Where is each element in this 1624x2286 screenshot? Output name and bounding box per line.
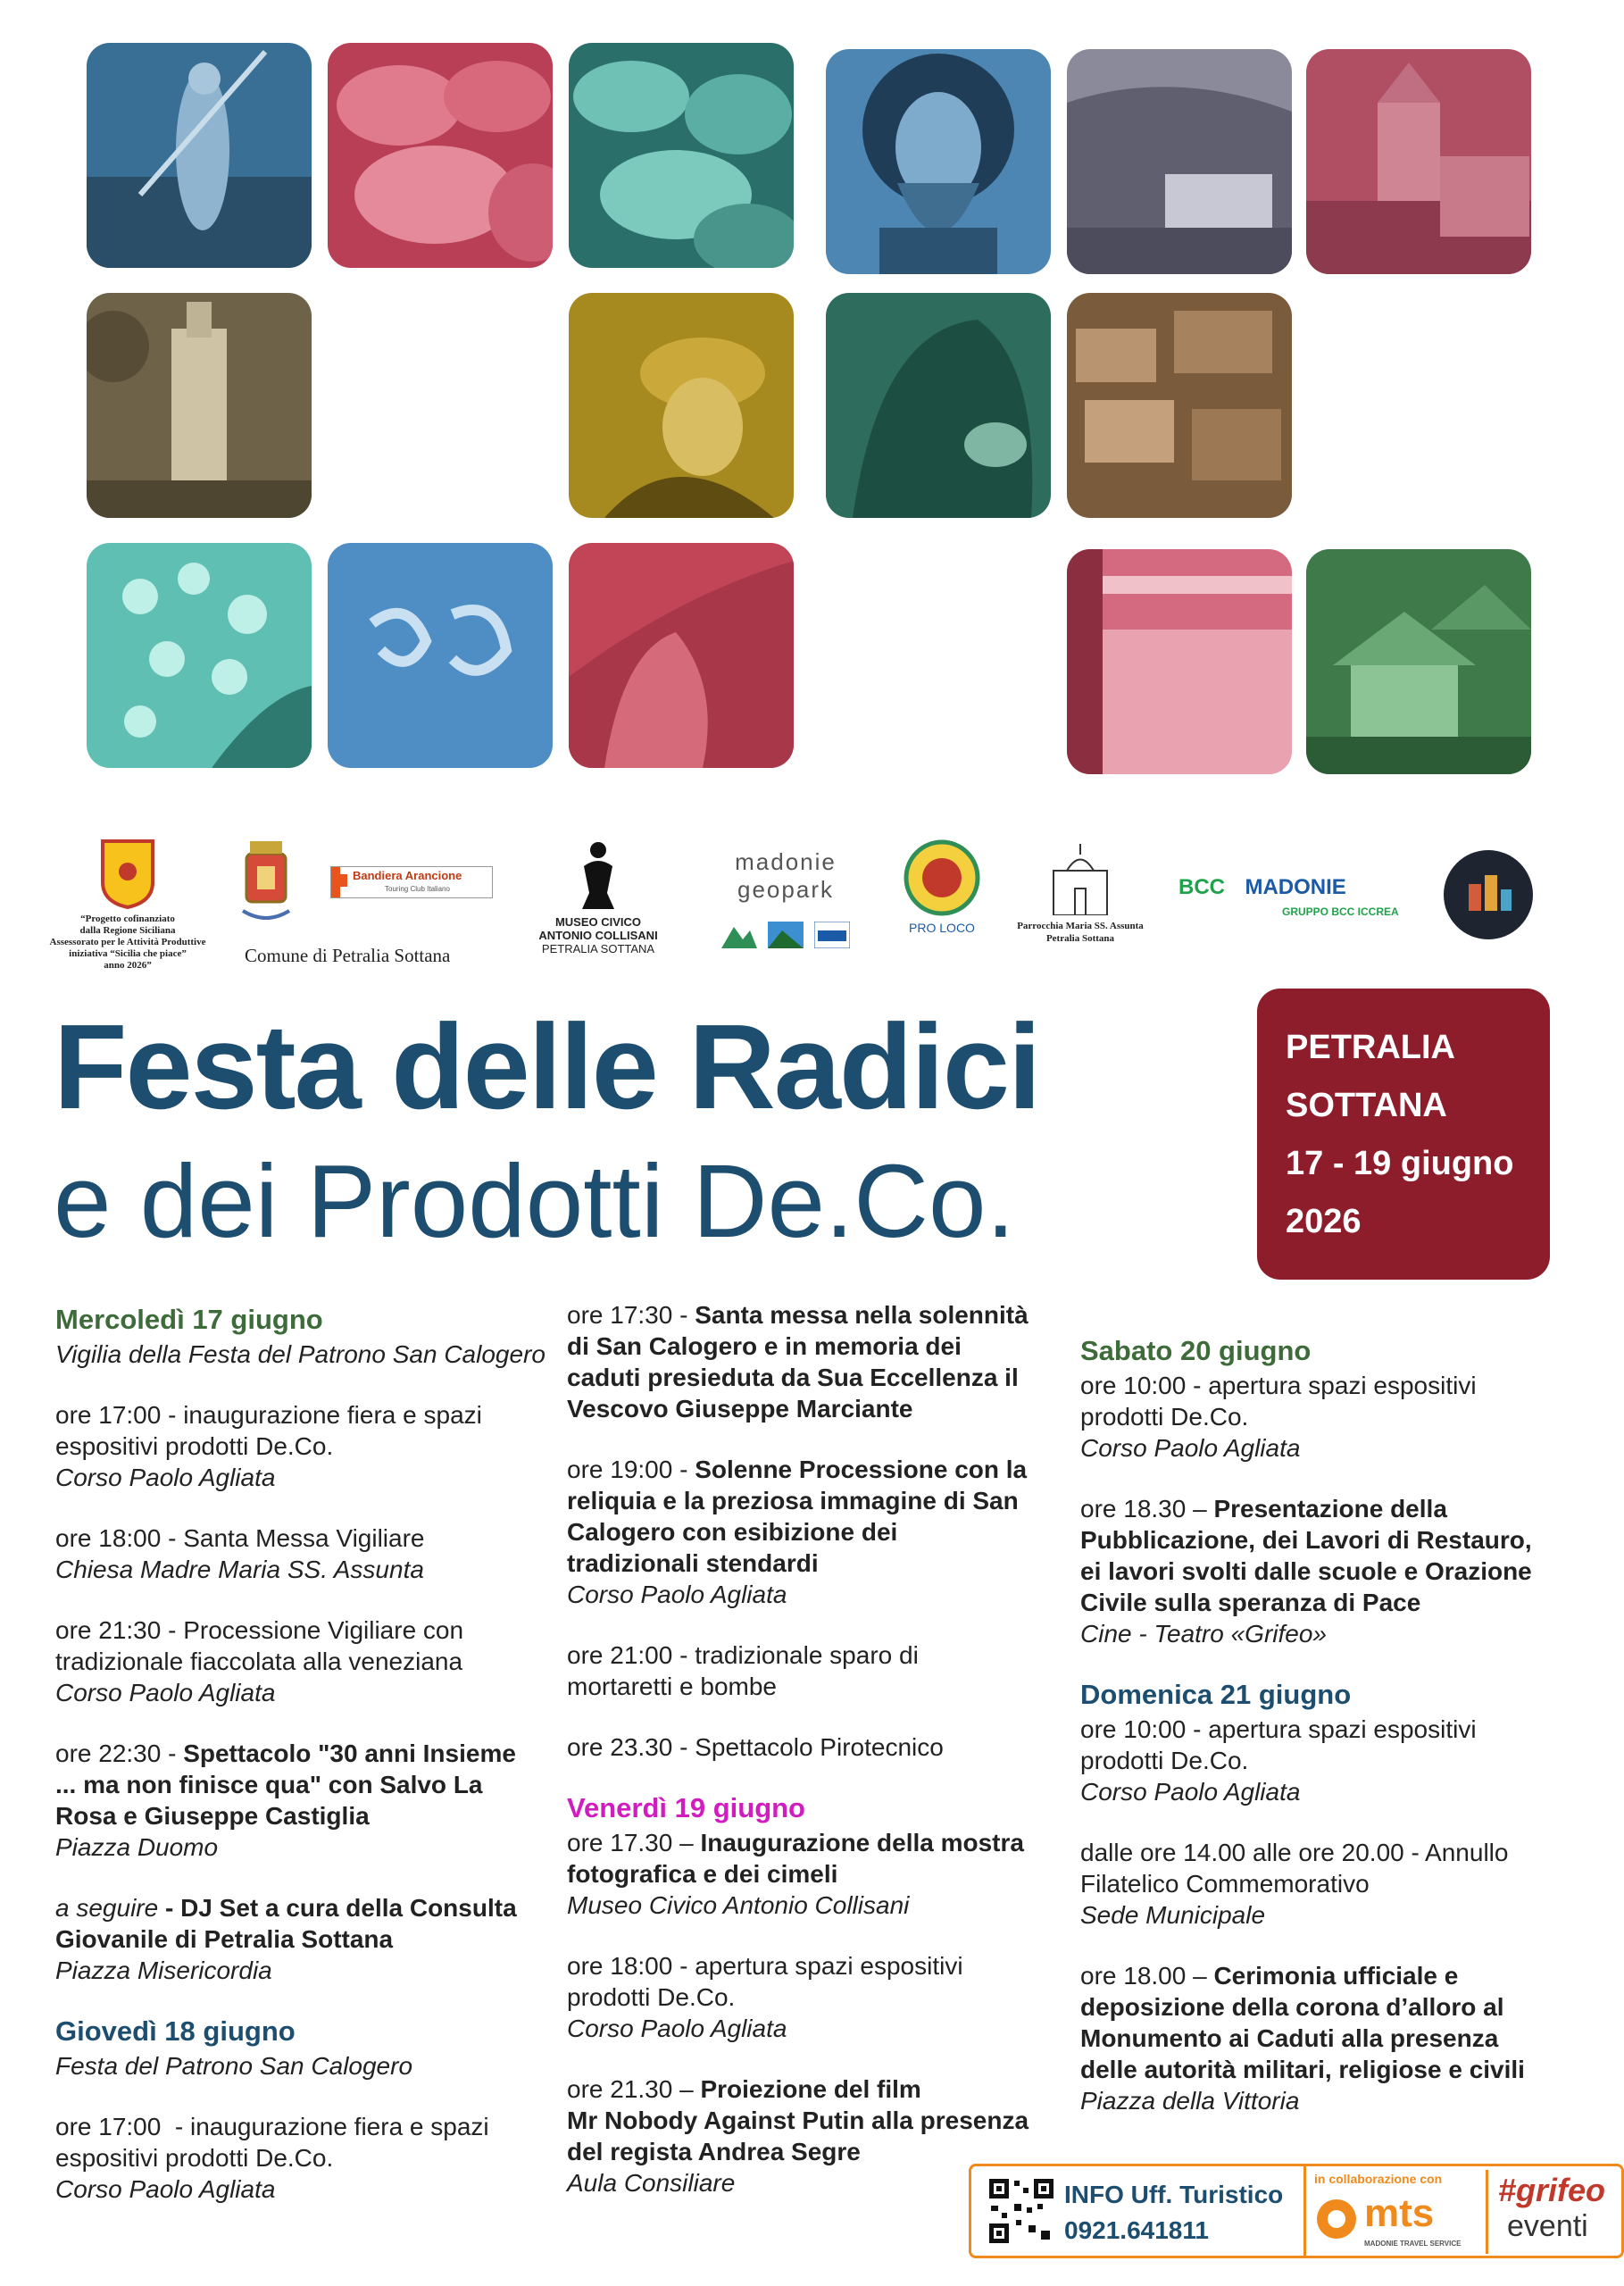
grifeo-tag: #grifeo [1498, 2172, 1606, 2208]
day-heading-saturday: Sabato 20 giugno [1080, 1335, 1312, 1366]
event-wed-1: ore 17:00 - inaugurazione fiera e spazi espositivi prodotti De.Co. Corso Paolo Agliata [55, 1401, 482, 1491]
bcc-mark: BCC [1178, 875, 1225, 899]
parrocchia-line-1: Parrocchia Maria SS. Assunta [1017, 921, 1144, 931]
museo-logo [522, 839, 674, 955]
event-wed-2: ore 18:00 - Santa Messa Vigiliare Chiesa Madre Maria SS. Assunta [55, 1524, 425, 1583]
museo-line-3: PETRALIA SOTTANA [541, 942, 655, 955]
parco-madonie-icon [721, 922, 757, 948]
comune-crest-icon [241, 839, 291, 929]
event-fri-3: ore 21.30 – Proiezione del film Mr Nobody Against Putin alla presenza del regista Andrea Segre Aula Consiliare [567, 2075, 1029, 2197]
mountain-icon [768, 922, 804, 948]
bcc-madonie-logo [1178, 875, 1420, 918]
mts-logo-text: mts [1364, 2191, 1435, 2235]
event-sat-1: ore 10:00 - apertura spazi espositivi prodotti De.Co. Corso Paolo Agliata [1080, 1372, 1477, 1462]
bandiera-label: Bandiera Arancione [353, 869, 462, 882]
regione-text-2: dalla Regione Siciliana [79, 925, 176, 936]
proloco-emblem-icon [904, 839, 980, 916]
photo-tile-statue-blue [87, 43, 312, 268]
proloco-label: PRO LOCO [909, 921, 975, 935]
info-phone[interactable]: 0921.641811 [1064, 2216, 1209, 2244]
photo-tile-roofs-green [1306, 549, 1531, 774]
consulta-logo [1439, 848, 1537, 946]
event-sat-2: ore 18.30 – Presentazione della Pubblicazione, dei Lavori di Restauro, ei lavori svolti dalle scuole e Orazione Civile sulla speranza di Pace Cine - Teatro «Grifeo» [1080, 1495, 1532, 1648]
event-fri-2: ore 18:00 - apertura spazi espositivi prodotti De.Co. Corso Paolo Agliata [567, 1952, 963, 2042]
consulta-emblem-icon [1442, 848, 1535, 941]
event-wed-5: a seguire - DJ Set a cura della Consulta Giovanile di Petralia Sottana Piazza Misericordia [55, 1894, 517, 1984]
regione-text-4: iniziativa “Sicilia che piace” [69, 948, 187, 959]
info-footer [969, 2164, 1624, 2258]
date-location-box [1257, 989, 1550, 1280]
event-thu-3: ore 19:00 - Solenne Processione con la reliquia e la preziosa immagine di San Calogero con esibizione dei tradizionali stendardi Corso Paolo Agliata [567, 1456, 1028, 1608]
event-thu-5: ore 23.30 - Spettacolo Pirotecnico [567, 1733, 944, 1761]
regione-text-1: “Progetto cofinanziato [80, 914, 175, 924]
photo-tile-saint-green [826, 293, 1051, 518]
comune-logo [241, 839, 509, 966]
regione-siciliana-logo [43, 838, 212, 972]
mts-sub: MADONIE TRAVEL SERVICE [1364, 2240, 1462, 2248]
geopark-name: madonie geopark [735, 848, 837, 903]
eventi-label: eventi [1507, 2209, 1588, 2243]
day-heading-thursday: Giovedì 18 giugno [55, 2015, 296, 2047]
photo-tile-painting-yellow [569, 293, 794, 518]
bandiera-arancione-badge [330, 866, 493, 898]
box-dates: 17 - 19 giugno [1286, 1145, 1514, 1182]
unesco-icon [814, 922, 850, 948]
box-city-line-1: PETRALIA [1286, 1029, 1455, 1066]
day-heading-friday: Venerdì 19 giugno [567, 1792, 805, 1823]
mts-sun-icon [1314, 2197, 1359, 2241]
day-heading-wednesday: Mercoledì 17 giugno [55, 1304, 323, 1335]
parrocchia-line-2: Petralia Sottana [1045, 933, 1115, 944]
event-wed-4: ore 22:30 - Spettacolo "30 anni Insieme ... ma non finisce qua" con Salvo La Rosa e Giuseppe Castiglia Piazza Duomo [55, 1740, 516, 1861]
museo-figure-icon [571, 839, 625, 911]
program-column-3 [1080, 1335, 1616, 2146]
event-thu-4: ore 21:00 - tradizionale sparo di mortaretti e bombe [567, 1641, 919, 1700]
museo-line-2: ANTONIO COLLISANI [538, 929, 658, 942]
regione-text-5: anno 2026” [104, 960, 152, 971]
box-year: 2026 [1286, 1203, 1362, 1240]
photo-tile-town-brown [1067, 293, 1292, 518]
parrocchia-logo [1000, 844, 1161, 945]
photo-tile-fossil-blue [328, 543, 553, 768]
photo-tile-lace-teal [87, 543, 312, 768]
event-fri-1: ore 17.30 – Inaugurazione della mostra fotografica e dei cimeli Museo Civico Antonio Collisani [567, 1829, 1024, 1919]
thursday-subtitle: Festa del Patrono San Calogero [55, 2052, 413, 2080]
regione-text-3: Assessorato per le Attività Produttive [49, 937, 206, 947]
event-thu-2: ore 17:30 - Santa messa nella solennità di San Calogero e in memoria dei caduti presieduta da Sua Eccellenza il Vescovo Giuseppe Marciante [567, 1301, 1029, 1422]
day-heading-sunday: Domenica 21 giugno [1080, 1679, 1352, 1710]
box-city-line-2: SOTTANA [1286, 1087, 1447, 1124]
event-sun-2: dalle ore 14.00 alle ore 20.00 - Annullo Filatelico Commemorativo Sede Municipale [1080, 1839, 1509, 1929]
event-sun-3: ore 18.00 – Cerimonia ufficiale e deposizione della corona d’alloro al Monumento ai Caduti alla presenza delle autorità militari, religiose e civili Piazza della Vittoria [1080, 1962, 1525, 2115]
photo-tile-monument-sepia [87, 293, 312, 518]
museo-line-1: MUSEO CIVICO [554, 915, 642, 929]
comune-name: Comune di Petralia Sottana [245, 945, 451, 966]
proloco-logo [897, 839, 987, 935]
photo-tile-bread-teal [569, 43, 794, 268]
photo-tile-cloth-pink [1067, 549, 1292, 774]
geopark-logo [696, 848, 875, 948]
church-icon [1036, 844, 1125, 915]
photo-tile-church-red [1306, 49, 1531, 274]
photo-tile-bread-pink [328, 43, 553, 268]
photo-tile-saint-blue [826, 49, 1051, 274]
photo-tile-painting-red [569, 543, 794, 768]
program-column-2 [567, 1299, 1076, 2228]
qr-code-icon[interactable] [987, 2177, 1055, 2245]
footer-divider [1303, 2166, 1306, 2256]
wednesday-subtitle: Vigilia della Festa del Patrono San Calogero [55, 1340, 545, 1368]
trinacria-emblem-icon [99, 838, 156, 909]
photo-tile-landscape-gray [1067, 49, 1292, 274]
sponsor-logos [0, 830, 1624, 971]
bcc-sub: GRUPPO BCC ICCREA [1282, 905, 1399, 918]
footer-divider-2 [1486, 2170, 1488, 2254]
event-sun-1: ore 10:00 - apertura spazi espositivi prodotti De.Co. Corso Paolo Agliata [1080, 1715, 1477, 1806]
bandiera-sub: Touring Club Italiano [385, 885, 450, 893]
festival-subtitle: e dei Prodotti De.Co. [54, 1143, 1015, 1259]
info-office-label: INFO Uff. Turistico [1064, 2181, 1284, 2208]
festival-title: Festa delle Radici [54, 999, 1040, 1134]
event-thu-1: ore 17:00 - inaugurazione fiera e spazi espositivi prodotti De.Co. Corso Paolo Agliata [55, 2113, 489, 2203]
bcc-name: MADONIE [1245, 875, 1346, 899]
program-column-1 [55, 1304, 564, 2234]
collab-label: in collaborazione con [1314, 2172, 1443, 2186]
event-wed-3: ore 21:30 - Processione Vigiliare con tradizionale fiaccolata alla veneziana Corso Paolo Agliata [55, 1616, 464, 1706]
